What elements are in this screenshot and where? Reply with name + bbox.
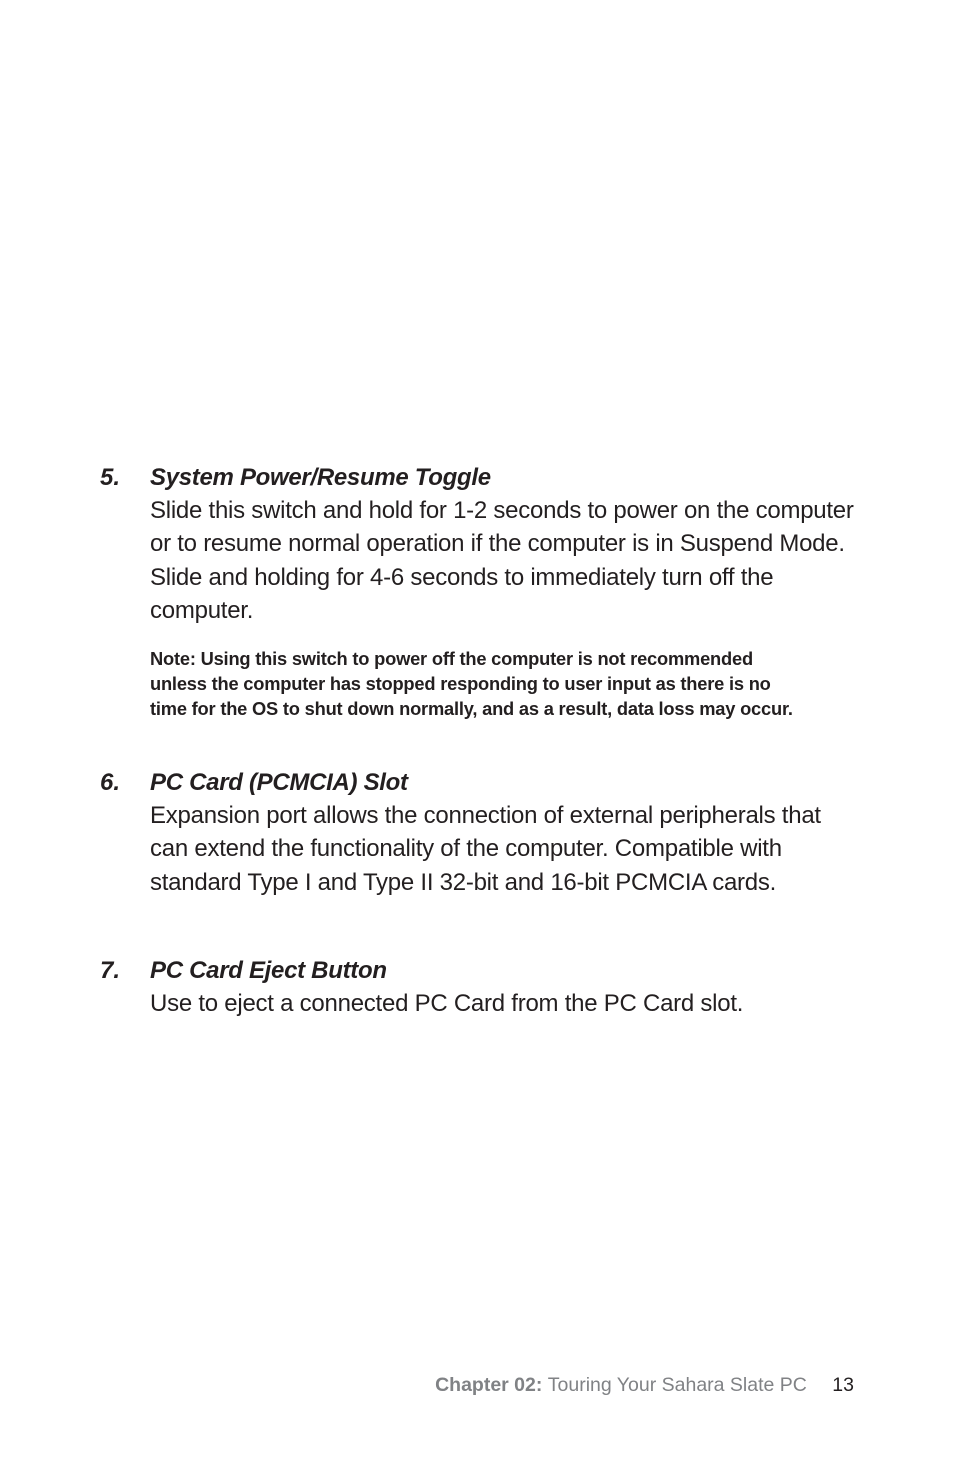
item-title: System Power/Resume Toggle [150,464,491,491]
item-title: PC Card Eject Button [150,957,387,984]
item-note: Note: Using this switch to power off the computer is not recommended unless the computer has stopped responding to user input as there is no time for the OS to shut down normally, and as a result, data loss may occur. [150,647,793,719]
item-number: 6. [100,769,121,796]
item-description: Slide this switch and hold for 1-2 seconds to power on the computer or to resume normal operation if the computer is in Suspend Mode. Slide and holding for 4-6 seconds to immediately turn off the computer. [150,497,854,625]
item-body [150,954,860,1020]
page-number: 13 [832,1374,854,1396]
list-item-system-power-toggle [100,461,860,721]
item-description: Use to eject a connected PC Card from the PC Card slot. [150,990,744,1017]
footer-chapter-label: Chapter 02: [435,1374,548,1396]
item-number: 7. [100,957,121,984]
list-item-pc-card-eject-button [100,954,860,1020]
list-item-pc-card-slot [100,766,860,899]
item-body [150,461,860,721]
footer-chapter-title: Touring Your Sahara Slate PC [547,1374,807,1396]
item-number: 5. [100,464,121,491]
item-title: PC Card (PCMCIA) Slot [150,769,408,796]
page-footer [435,1372,854,1398]
item-description: Expansion port allows the connection of external peripherals that can extend the functionality of the computer. Compatible with standard Type I and Type II 32-bit and 16-bit PCMCIA cards. [150,802,821,896]
item-body [150,766,860,899]
